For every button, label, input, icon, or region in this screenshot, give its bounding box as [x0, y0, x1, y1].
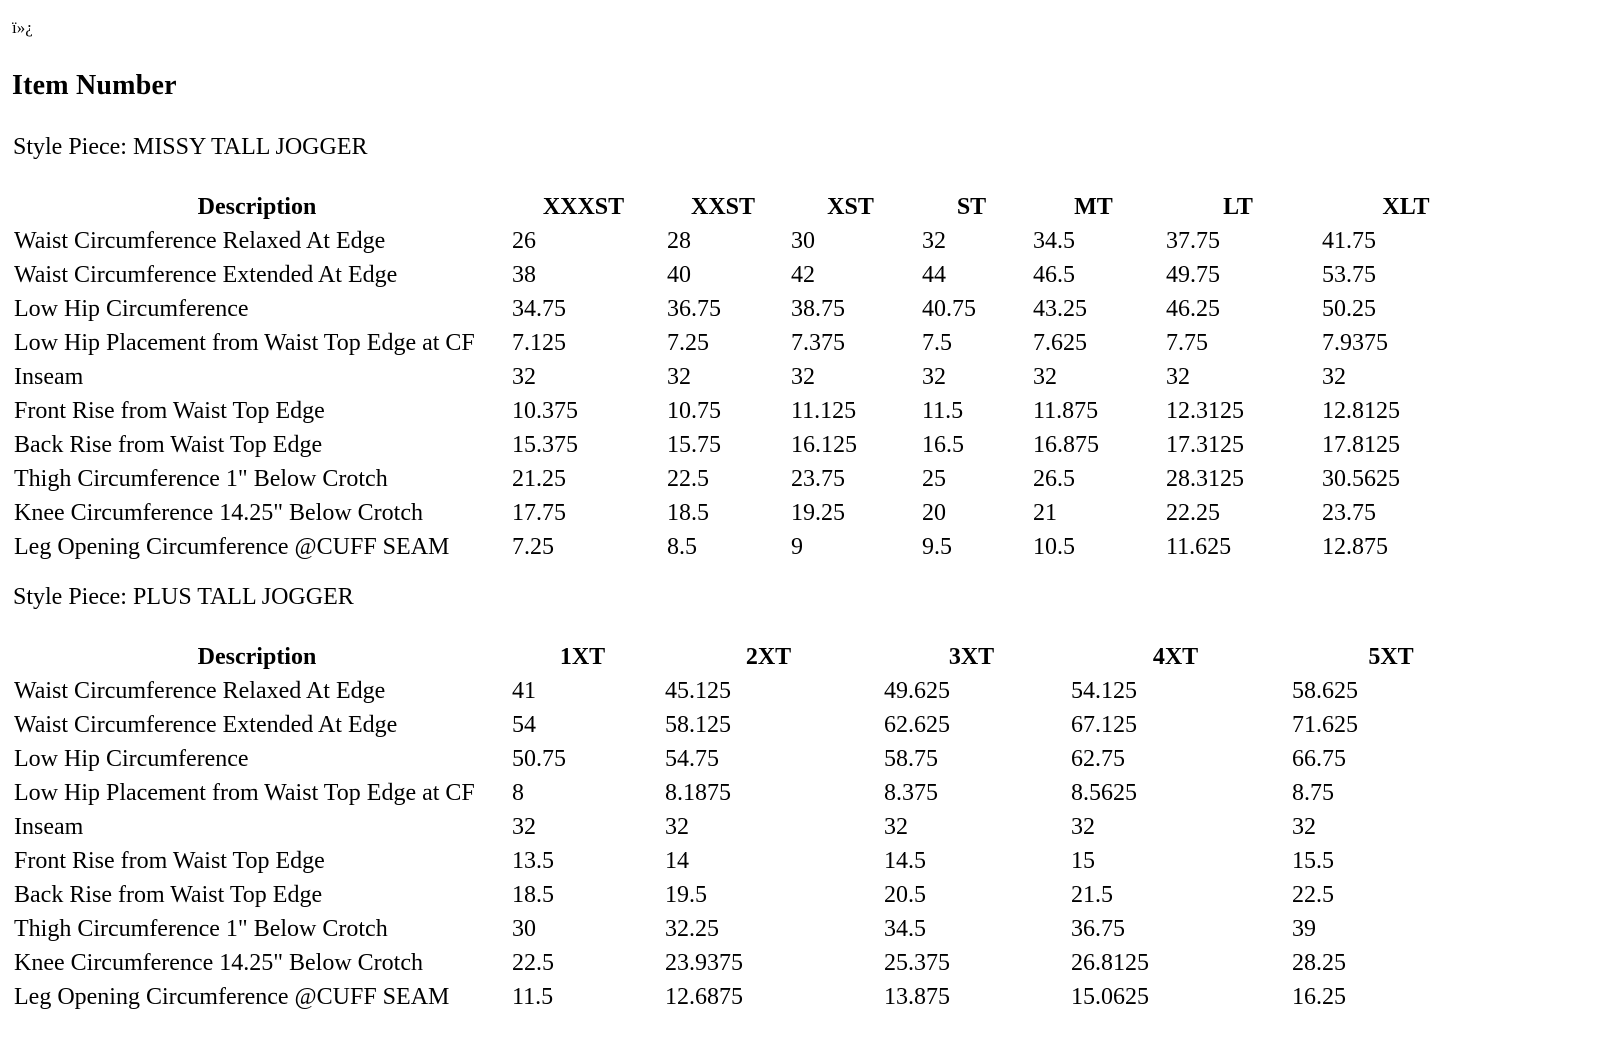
measurement-description: Leg Opening Circumference @CUFF SEAM: [14, 983, 450, 1010]
measurement-value: 12.6875: [665, 983, 743, 1010]
measurement-value: 22.5: [512, 949, 554, 976]
measurement-value: 32.25: [665, 915, 719, 942]
measurement-description: Thigh Circumference 1" Below Crotch: [14, 465, 388, 492]
measurement-value: 25.375: [884, 949, 950, 976]
measurement-value: 46.5: [1033, 261, 1075, 288]
plus-table-row: [8, 810, 1496, 844]
measurement-value: 21.25: [512, 465, 566, 492]
measurement-value: 11.125: [791, 397, 857, 424]
measurement-value: 22.25: [1166, 499, 1220, 526]
measurement-value: 10.375: [512, 397, 578, 424]
measurement-description: Back Rise from Waist Top Edge: [14, 881, 323, 908]
measurement-value: 32: [1166, 363, 1190, 390]
measurement-value: 22.5: [1292, 881, 1334, 908]
plus-size-header: 2XT: [745, 643, 792, 670]
measurement-value: 11.625: [1166, 533, 1232, 560]
measurement-value: 15.375: [512, 431, 578, 458]
measurement-description: Knee Circumference 14.25" Below Crotch: [14, 949, 423, 976]
measurement-description: Waist Circumference Extended At Edge: [14, 261, 398, 288]
measurement-value: 43.25: [1033, 295, 1087, 322]
measurement-value: 14.5: [884, 847, 926, 874]
measurement-value: 30: [512, 915, 536, 942]
measurement-value: 13.5: [512, 847, 554, 874]
measurement-value: 14: [665, 847, 689, 874]
missy-table-row: [8, 394, 1496, 428]
measurement-value: 11.5: [512, 983, 554, 1010]
measurement-value: 49.625: [884, 677, 950, 704]
measurement-value: 10.75: [667, 397, 721, 424]
plus-table-row: [8, 844, 1496, 878]
measurement-value: 7.375: [791, 329, 845, 356]
measurement-value: 38.75: [791, 295, 845, 322]
missy-table-row: [8, 530, 1496, 564]
measurement-description: Waist Circumference Relaxed At Edge: [14, 677, 386, 704]
missy-size-header: MT: [1074, 193, 1113, 220]
plus-table-row: [8, 708, 1496, 742]
measurement-value: 32: [922, 363, 946, 390]
missy-table-row: [8, 326, 1496, 360]
measurement-value: 7.25: [667, 329, 709, 356]
measurement-value: 32: [665, 813, 689, 840]
measurement-value: 16.125: [791, 431, 857, 458]
measurement-value: 18.5: [667, 499, 709, 526]
measurement-value: 44: [922, 261, 946, 288]
measurement-description: Low Hip Circumference: [14, 295, 249, 322]
measurement-value: 30.5625: [1322, 465, 1400, 492]
measurement-value: 7.75: [1166, 329, 1208, 356]
measurement-value: 49.75: [1166, 261, 1220, 288]
measurement-value: 54.125: [1071, 677, 1137, 704]
measurement-description: Low Hip Placement from Waist Top Edge at CF: [14, 329, 475, 356]
measurement-value: 8.75: [1292, 779, 1334, 806]
measurement-value: 46.25: [1166, 295, 1220, 322]
measurement-value: 34.75: [512, 295, 566, 322]
measurement-value: 21.5: [1071, 881, 1113, 908]
missy-table-row: [8, 496, 1496, 530]
plus-table-row: [8, 980, 1496, 1014]
measurement-value: 19.5: [665, 881, 707, 908]
measurement-value: 15: [1071, 847, 1095, 874]
measurement-value: 17.75: [512, 499, 566, 526]
plus-table-row: [8, 742, 1496, 776]
measurement-value: 11.5: [922, 397, 964, 424]
measurement-value: 32: [512, 813, 536, 840]
measurement-value: 16.25: [1292, 983, 1346, 1010]
plus-style-label: Style Piece: PLUS TALL JOGGER: [13, 584, 354, 610]
measurement-value: 32: [1071, 813, 1095, 840]
measurement-value: 34.5: [884, 915, 926, 942]
measurement-value: 71.625: [1292, 711, 1358, 738]
measurement-value: 17.8125: [1322, 431, 1400, 458]
measurement-value: 62.75: [1071, 745, 1125, 772]
measurement-value: 32: [1033, 363, 1057, 390]
measurement-description: Back Rise from Waist Top Edge: [14, 431, 323, 458]
measurement-value: 12.8125: [1322, 397, 1400, 424]
missy-size-header: XST: [827, 193, 874, 220]
measurement-value: 8.1875: [665, 779, 731, 806]
plus-description-header: Description: [197, 643, 317, 670]
plus-size-header: 4XT: [1152, 643, 1199, 670]
measurement-value: 9: [791, 533, 803, 560]
measurement-value: 58.625: [1292, 677, 1358, 704]
page-title: Item Number: [12, 70, 177, 101]
missy-table-row: [8, 428, 1496, 462]
measurement-description: Front Rise from Waist Top Edge: [14, 397, 325, 424]
measurement-value: 40: [667, 261, 691, 288]
measurement-value: 50.25: [1322, 295, 1376, 322]
measurement-value: 41: [512, 677, 536, 704]
measurement-value: 50.75: [512, 745, 566, 772]
measurement-value: 7.625: [1033, 329, 1087, 356]
encoding-artifact: ï»¿: [12, 18, 33, 37]
measurement-value: 40.75: [922, 295, 976, 322]
measurement-value: 26: [512, 227, 536, 254]
missy-description-header: Description: [197, 193, 317, 220]
missy-size-header: XXXST: [542, 193, 625, 220]
missy-size-header: XLT: [1382, 193, 1430, 220]
plus-size-header: 5XT: [1368, 643, 1414, 670]
measurement-value: 25: [922, 465, 946, 492]
measurement-value: 17.3125: [1166, 431, 1244, 458]
measurement-value: 67.125: [1071, 711, 1137, 738]
measurement-value: 7.5: [922, 329, 952, 356]
measurement-description: Inseam: [14, 363, 84, 390]
measurement-value: 23.75: [1322, 499, 1376, 526]
measurement-description: Waist Circumference Extended At Edge: [14, 711, 398, 738]
missy-table-body: [8, 224, 1496, 564]
measurement-value: 26.8125: [1071, 949, 1149, 976]
measurement-value: 8: [512, 779, 524, 806]
measurement-value: 20.5: [884, 881, 926, 908]
measurement-value: 42: [791, 261, 815, 288]
measurement-value: 15.75: [667, 431, 721, 458]
measurement-value: 53.75: [1322, 261, 1376, 288]
measurement-value: 7.25: [512, 533, 554, 560]
plus-size-header: 1XT: [559, 643, 606, 670]
plus-table-row: [8, 946, 1496, 980]
measurement-value: 36.75: [667, 295, 721, 322]
plus-size-header: 3XT: [948, 643, 995, 670]
measurement-value: 11.875: [1033, 397, 1099, 424]
measurement-value: 23.9375: [665, 949, 743, 976]
measurement-value: 8.375: [884, 779, 938, 806]
measurement-value: 32: [667, 363, 691, 390]
plus-header-row: [8, 640, 1496, 674]
measurement-value: 28: [667, 227, 691, 254]
measurement-value: 21: [1033, 499, 1057, 526]
measurement-value: 18.5: [512, 881, 554, 908]
missy-table-row: [8, 360, 1496, 394]
measurement-value: 15.0625: [1071, 983, 1149, 1010]
measurement-value: 66.75: [1292, 745, 1346, 772]
measurement-description: Leg Opening Circumference @CUFF SEAM: [14, 533, 450, 560]
measurement-value: 28.25: [1292, 949, 1346, 976]
measurement-value: 7.9375: [1322, 329, 1388, 356]
measurement-value: 16.5: [922, 431, 964, 458]
measurement-value: 13.875: [884, 983, 950, 1010]
measurement-value: 39: [1292, 915, 1316, 942]
missy-table-row: [8, 258, 1496, 292]
measurement-value: 37.75: [1166, 227, 1220, 254]
measurement-value: 62.625: [884, 711, 950, 738]
plus-table-row: [8, 776, 1496, 810]
plus-table-row: [8, 878, 1496, 912]
measurement-value: 58.75: [884, 745, 938, 772]
missy-table-row: [8, 224, 1496, 258]
measurement-value: 38: [512, 261, 536, 288]
measurement-value: 22.5: [667, 465, 709, 492]
missy-spec-table: [8, 190, 1496, 564]
measurement-value: 32: [1292, 813, 1316, 840]
measurement-value: 32: [1322, 363, 1346, 390]
missy-size-header: ST: [956, 193, 987, 220]
measurement-value: 19.25: [791, 499, 845, 526]
plus-table-row: [8, 912, 1496, 946]
missy-size-header: XXST: [690, 193, 756, 220]
measurement-value: 10.5: [1033, 533, 1075, 560]
measurement-value: 30: [791, 227, 815, 254]
plus-table-row: [8, 674, 1496, 708]
measurement-description: Low Hip Circumference: [14, 745, 249, 772]
missy-style-label: Style Piece: MISSY TALL JOGGER: [13, 134, 368, 160]
measurement-value: 58.125: [665, 711, 731, 738]
measurement-value: 26.5: [1033, 465, 1075, 492]
missy-table-row: [8, 462, 1496, 496]
measurement-value: 9.5: [922, 533, 952, 560]
measurement-value: 41.75: [1322, 227, 1376, 254]
missy-header-row: [8, 190, 1496, 224]
measurement-value: 20: [922, 499, 946, 526]
measurement-description: Inseam: [14, 813, 84, 840]
missy-size-header: LT: [1223, 193, 1253, 220]
measurement-value: 23.75: [791, 465, 845, 492]
measurement-value: 28.3125: [1166, 465, 1244, 492]
missy-table-row: [8, 292, 1496, 326]
measurement-value: 54: [512, 711, 536, 738]
measurement-value: 12.875: [1322, 533, 1388, 560]
measurement-value: 32: [922, 227, 946, 254]
measurement-value: 12.3125: [1166, 397, 1244, 424]
plus-spec-table: [8, 640, 1496, 1014]
measurement-value: 8.5625: [1071, 779, 1137, 806]
measurement-description: Front Rise from Waist Top Edge: [14, 847, 325, 874]
measurement-value: 36.75: [1071, 915, 1125, 942]
measurement-value: 15.5: [1292, 847, 1334, 874]
measurement-value: 8.5: [667, 533, 697, 560]
measurement-value: 45.125: [665, 677, 731, 704]
measurement-value: 32: [884, 813, 908, 840]
measurement-value: 54.75: [665, 745, 719, 772]
measurement-description: Thigh Circumference 1" Below Crotch: [14, 915, 388, 942]
plus-table-body: [8, 674, 1496, 1014]
measurement-value: 32: [512, 363, 536, 390]
measurement-value: 34.5: [1033, 227, 1075, 254]
measurement-value: 16.875: [1033, 431, 1099, 458]
measurement-value: 32: [791, 363, 815, 390]
measurement-description: Knee Circumference 14.25" Below Crotch: [14, 499, 423, 526]
measurement-description: Low Hip Placement from Waist Top Edge at CF: [14, 779, 475, 806]
measurement-value: 7.125: [512, 329, 566, 356]
measurement-description: Waist Circumference Relaxed At Edge: [14, 227, 386, 254]
